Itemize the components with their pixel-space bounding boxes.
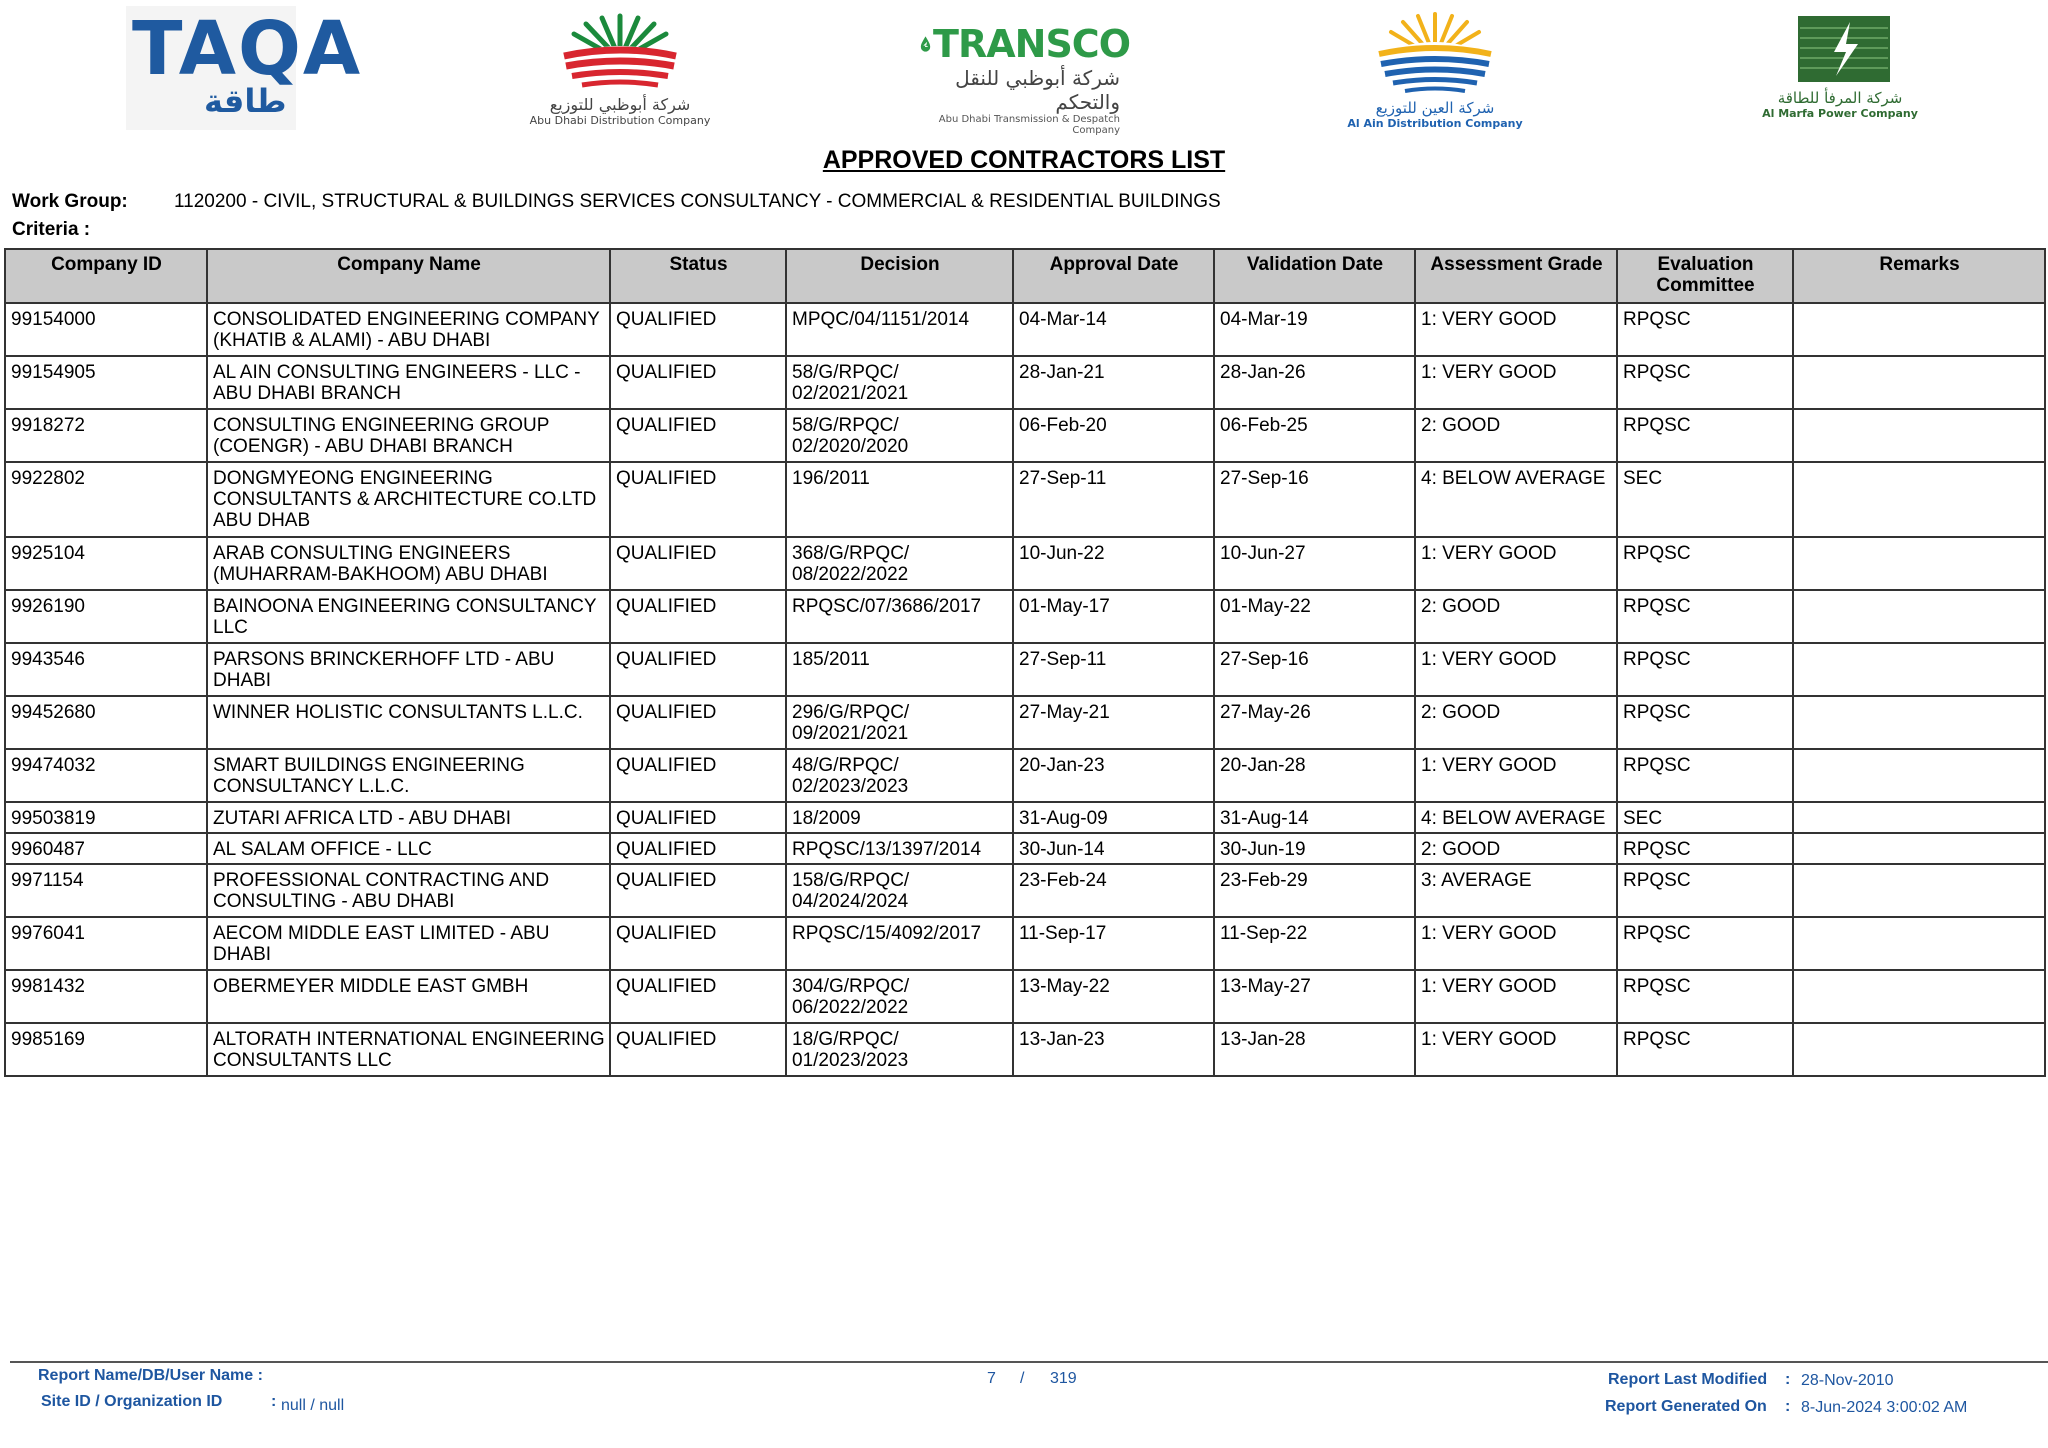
cell-remarks (1793, 537, 2045, 590)
cell-evaluation-committee: RPQSC (1617, 590, 1793, 643)
cell-company-name: BAINOONA ENGINEERING CONSULTANCY LLC (207, 590, 610, 643)
table-row (5, 356, 2045, 409)
cell-company-id: 9981432 (5, 970, 207, 1023)
transco-logo-arabic: شركة أبوظبي للنقل والتحكم (955, 66, 1120, 114)
cell-evaluation-committee: SEC (1617, 802, 1793, 833)
cell-status: QUALIFIED (610, 917, 786, 970)
cell-status: QUALIFIED (610, 462, 786, 537)
cell-assessment-grade: 1: VERY GOOD (1415, 749, 1617, 802)
cell-assessment-grade: 1: VERY GOOD (1415, 356, 1617, 409)
header-remarks: Remarks (1793, 249, 2045, 303)
cell-company-id: 9925104 (5, 537, 207, 590)
cell-assessment-grade: 1: VERY GOOD (1415, 917, 1617, 970)
cell-approval-date: 01-May-17 (1013, 590, 1214, 643)
table-row (5, 696, 2045, 749)
cell-company-name: ARAB CONSULTING ENGINEERS (MUHARRAM-BAKHOOM) ABU DHABI (207, 537, 610, 590)
cell-company-id: 9985169 (5, 1023, 207, 1076)
cell-validation-date: 11-Sep-22 (1214, 917, 1415, 970)
cell-company-id: 99154905 (5, 356, 207, 409)
header-approval-date: Approval Date (1013, 249, 1214, 303)
cell-remarks (1793, 802, 2045, 833)
addc-logo-arabic: شركة أبوظبي للتوزيع (549, 95, 691, 114)
cell-company-name: OBERMEYER MIDDLE EAST GMBH (207, 970, 610, 1023)
header-status: Status (610, 249, 786, 303)
cell-decision: RPQSC/15/4092/2017 (786, 917, 1013, 970)
cell-company-name: WINNER HOLISTIC CONSULTANTS L.L.C. (207, 696, 610, 749)
cell-company-id: 99474032 (5, 749, 207, 802)
cell-remarks (1793, 462, 2045, 537)
cell-status: QUALIFIED (610, 696, 786, 749)
last-modified-value: 28-Nov-2010 (1801, 1372, 1894, 1389)
aadc-logo (1330, 10, 1540, 135)
cell-evaluation-committee: RPQSC (1617, 864, 1793, 917)
cell-approval-date: 04-Mar-14 (1013, 303, 1214, 356)
table-row (5, 970, 2045, 1023)
cell-evaluation-committee: RPQSC (1617, 303, 1793, 356)
logo-bar (0, 0, 2048, 140)
cell-decision: 196/2011 (786, 462, 1013, 537)
cell-evaluation-committee: RPQSC (1617, 917, 1793, 970)
marfa-logo-english: Al Marfa Power Company (1762, 107, 1918, 120)
cell-assessment-grade: 2: GOOD (1415, 590, 1617, 643)
cell-approval-date: 10-Jun-22 (1013, 537, 1214, 590)
addc-logo-english: Abu Dhabi Distribution Company (529, 114, 711, 127)
cell-status: QUALIFIED (610, 864, 786, 917)
cell-company-id: 9926190 (5, 590, 207, 643)
table-row (5, 802, 2045, 833)
cell-remarks (1793, 356, 2045, 409)
taqa-logo-latin: TAQA (132, 6, 363, 92)
cell-assessment-grade: 2: GOOD (1415, 409, 1617, 462)
work-group-value: 1120200 - CIVIL, STRUCTURAL & BUILDINGS SERVICES CONSULTANCY - COMMERCIAL & RESIDENTIAL BUILDINGS (174, 191, 1221, 212)
taqa-logo (126, 6, 363, 130)
cell-remarks (1793, 1023, 2045, 1076)
cell-validation-date: 13-Jan-28 (1214, 1023, 1415, 1076)
cell-validation-date: 13-May-27 (1214, 970, 1415, 1023)
cell-approval-date: 31-Aug-09 (1013, 802, 1214, 833)
cell-company-name: AL AIN CONSULTING ENGINEERS - LLC - ABU DHABI BRANCH (207, 356, 610, 409)
cell-assessment-grade: 2: GOOD (1415, 696, 1617, 749)
table-row (5, 833, 2045, 864)
site-id-colon: : (271, 1393, 277, 1410)
transco-drop-icon (920, 24, 931, 64)
cell-validation-date: 06-Feb-25 (1214, 409, 1415, 462)
cell-company-id: 99154000 (5, 303, 207, 356)
cell-company-name: DONGMYEONG ENGINEERING CONSULTANTS & ARCHITECTURE CO.LTD ABU DHAB (207, 462, 610, 537)
cell-company-name: ALTORATH INTERNATIONAL ENGINEERING CONSULTANTS LLC (207, 1023, 610, 1076)
header-decision: Decision (786, 249, 1013, 303)
cell-evaluation-committee: RPQSC (1617, 409, 1793, 462)
generated-value: 8-Jun-2024 3:00:02 AM (1801, 1399, 1968, 1416)
cell-remarks (1793, 749, 2045, 802)
cell-company-id: 99503819 (5, 802, 207, 833)
cell-evaluation-committee: RPQSC (1617, 970, 1793, 1023)
cell-assessment-grade: 2: GOOD (1415, 833, 1617, 864)
cell-remarks (1793, 970, 2045, 1023)
cell-approval-date: 20-Jan-23 (1013, 749, 1214, 802)
aadc-logo-arabic: شركة العين للتوزيع (1375, 99, 1495, 117)
cell-company-name: AECOM MIDDLE EAST LIMITED - ABU DHABI (207, 917, 610, 970)
cell-validation-date: 27-May-26 (1214, 696, 1415, 749)
cell-assessment-grade: 4: BELOW AVERAGE (1415, 462, 1617, 537)
last-modified-label: Report Last Modified (1608, 1371, 1768, 1388)
page-title: APPROVED CONTRACTORS LIST (822, 146, 1226, 174)
cell-approval-date: 11-Sep-17 (1013, 917, 1214, 970)
cell-company-name: PARSONS BRINCKERHOFF LTD - ABU DHABI (207, 643, 610, 696)
generated-label: Report Generated On (1605, 1398, 1767, 1415)
cell-decision: 158/G/RPQC/ 04/2024/2024 (786, 864, 1013, 917)
cell-assessment-grade: 1: VERY GOOD (1415, 303, 1617, 356)
cell-decision: 296/G/RPQC/ 09/2021/2021 (786, 696, 1013, 749)
cell-decision: 304/G/RPQC/ 06/2022/2022 (786, 970, 1013, 1023)
transco-logo-name: TRANSCO (933, 22, 1130, 66)
cell-decision: RPQSC/13/1397/2014 (786, 833, 1013, 864)
table-row (5, 864, 2045, 917)
cell-approval-date: 27-Sep-11 (1013, 462, 1214, 537)
cell-assessment-grade: 1: VERY GOOD (1415, 1023, 1617, 1076)
cell-decision: 58/G/RPQC/ 02/2021/2021 (786, 356, 1013, 409)
cell-status: QUALIFIED (610, 643, 786, 696)
cell-assessment-grade: 4: BELOW AVERAGE (1415, 802, 1617, 833)
cell-decision: MPQC/04/1151/2014 (786, 303, 1013, 356)
cell-validation-date: 01-May-22 (1214, 590, 1415, 643)
table-row (5, 409, 2045, 462)
cell-remarks (1793, 643, 2045, 696)
cell-evaluation-committee: RPQSC (1617, 643, 1793, 696)
site-id-value: null / null (281, 1397, 345, 1414)
criteria-label: Criteria : (12, 219, 91, 240)
cell-remarks (1793, 696, 2045, 749)
transco-logo (920, 22, 1130, 136)
site-id-label: Site ID / Organization ID (41, 1393, 223, 1410)
page-total: 319 (1050, 1370, 1077, 1387)
addc-logo (510, 10, 730, 135)
report-name-label: Report Name/DB/User Name : (38, 1367, 263, 1384)
aadc-logo-english: Al Ain Distribution Company (1347, 117, 1523, 130)
table-row (5, 537, 2045, 590)
table-row (5, 303, 2045, 356)
cell-company-id: 9943546 (5, 643, 207, 696)
cell-company-id: 9971154 (5, 864, 207, 917)
cell-validation-date: 04-Mar-19 (1214, 303, 1415, 356)
header-company-id: Company ID (5, 249, 207, 303)
page-separator: / (1020, 1370, 1025, 1387)
header-evaluation-committee: Evaluation Committee (1617, 249, 1793, 303)
cell-evaluation-committee: RPQSC (1617, 1023, 1793, 1076)
table-row (5, 917, 2045, 970)
contractors-table (4, 248, 2046, 1077)
cell-validation-date: 30-Jun-19 (1214, 833, 1415, 864)
cell-assessment-grade: 1: VERY GOOD (1415, 970, 1617, 1023)
cell-remarks (1793, 833, 2045, 864)
cell-decision: 48/G/RPQC/ 02/2023/2023 (786, 749, 1013, 802)
cell-assessment-grade: 1: VERY GOOD (1415, 643, 1617, 696)
cell-company-id: 9960487 (5, 833, 207, 864)
page-number: 7 (987, 1370, 996, 1387)
table-row (5, 590, 2045, 643)
cell-validation-date: 10-Jun-27 (1214, 537, 1415, 590)
cell-company-id: 99452680 (5, 696, 207, 749)
cell-evaluation-committee: RPQSC (1617, 356, 1793, 409)
cell-decision: 18/2009 (786, 802, 1013, 833)
marfa-logo-arabic: شركة المرفأ للطاقة (1777, 89, 1903, 107)
header-company-name: Company Name (207, 249, 610, 303)
cell-remarks (1793, 303, 2045, 356)
table-row (5, 1023, 2045, 1076)
cell-decision: 185/2011 (786, 643, 1013, 696)
cell-status: QUALIFIED (610, 802, 786, 833)
cell-status: QUALIFIED (610, 537, 786, 590)
cell-status: QUALIFIED (610, 590, 786, 643)
cell-approval-date: 13-May-22 (1013, 970, 1214, 1023)
last-modified-colon: : (1785, 1371, 1791, 1388)
cell-validation-date: 20-Jan-28 (1214, 749, 1415, 802)
cell-validation-date: 31-Aug-14 (1214, 802, 1415, 833)
cell-company-id: 9922802 (5, 462, 207, 537)
cell-evaluation-committee: SEC (1617, 462, 1793, 537)
cell-remarks (1793, 864, 2045, 917)
cell-company-name: SMART BUILDINGS ENGINEERING CONSULTANCY L.L.C. (207, 749, 610, 802)
cell-decision: 18/G/RPQC/ 01/2023/2023 (786, 1023, 1013, 1076)
cell-decision: RPQSC/07/3686/2017 (786, 590, 1013, 643)
cell-status: QUALIFIED (610, 409, 786, 462)
footer-divider (10, 1361, 2048, 1363)
cell-validation-date: 28-Jan-26 (1214, 356, 1415, 409)
generated-colon: : (1785, 1398, 1791, 1415)
transco-logo-english: Abu Dhabi Transmission & Despatch Company (938, 114, 1120, 136)
work-group-label: Work Group: (12, 191, 128, 212)
cell-approval-date: 23-Feb-24 (1013, 864, 1214, 917)
cell-remarks (1793, 409, 2045, 462)
cell-evaluation-committee: RPQSC (1617, 833, 1793, 864)
cell-evaluation-committee: RPQSC (1617, 696, 1793, 749)
cell-validation-date: 23-Feb-29 (1214, 864, 1415, 917)
marfa-emblem-icon (1750, 14, 1930, 84)
cell-approval-date: 30-Jun-14 (1013, 833, 1214, 864)
aadc-sun-icon (1330, 10, 1540, 94)
header-assessment-grade: Assessment Grade (1415, 249, 1617, 303)
cell-remarks (1793, 590, 2045, 643)
cell-company-name: PROFESSIONAL CONTRACTING AND CONSULTING - ABU DHABI (207, 864, 610, 917)
cell-validation-date: 27-Sep-16 (1214, 462, 1415, 537)
cell-assessment-grade: 1: VERY GOOD (1415, 537, 1617, 590)
marfa-logo (1750, 14, 1930, 129)
addc-sun-icon (510, 10, 730, 90)
cell-assessment-grade: 3: AVERAGE (1415, 864, 1617, 917)
cell-company-id: 9976041 (5, 917, 207, 970)
cell-company-name: AL SALAM OFFICE - LLC (207, 833, 610, 864)
cell-decision: 58/G/RPQC/ 02/2020/2020 (786, 409, 1013, 462)
taqa-logo-arabic: طاقة (204, 82, 287, 120)
cell-remarks (1793, 917, 2045, 970)
cell-evaluation-committee: RPQSC (1617, 537, 1793, 590)
cell-status: QUALIFIED (610, 833, 786, 864)
cell-evaluation-committee: RPQSC (1617, 749, 1793, 802)
cell-company-id: 9918272 (5, 409, 207, 462)
cell-validation-date: 27-Sep-16 (1214, 643, 1415, 696)
cell-approval-date: 13-Jan-23 (1013, 1023, 1214, 1076)
cell-company-name: CONSOLIDATED ENGINEERING COMPANY (KHATIB & ALAMI) - ABU DHABI (207, 303, 610, 356)
table-row (5, 749, 2045, 802)
table-row (5, 462, 2045, 537)
cell-status: QUALIFIED (610, 303, 786, 356)
cell-company-name: CONSULTING ENGINEERING GROUP (COENGR) - ABU DHABI BRANCH (207, 409, 610, 462)
table-header (5, 249, 2045, 303)
cell-decision: 368/G/RPQC/ 08/2022/2022 (786, 537, 1013, 590)
cell-approval-date: 28-Jan-21 (1013, 356, 1214, 409)
header-validation-date: Validation Date (1214, 249, 1415, 303)
cell-status: QUALIFIED (610, 749, 786, 802)
cell-status: QUALIFIED (610, 356, 786, 409)
cell-approval-date: 27-Sep-11 (1013, 643, 1214, 696)
cell-status: QUALIFIED (610, 1023, 786, 1076)
cell-company-name: ZUTARI AFRICA LTD - ABU DHABI (207, 802, 610, 833)
cell-status: QUALIFIED (610, 970, 786, 1023)
cell-approval-date: 06-Feb-20 (1013, 409, 1214, 462)
table-row (5, 643, 2045, 696)
cell-approval-date: 27-May-21 (1013, 696, 1214, 749)
